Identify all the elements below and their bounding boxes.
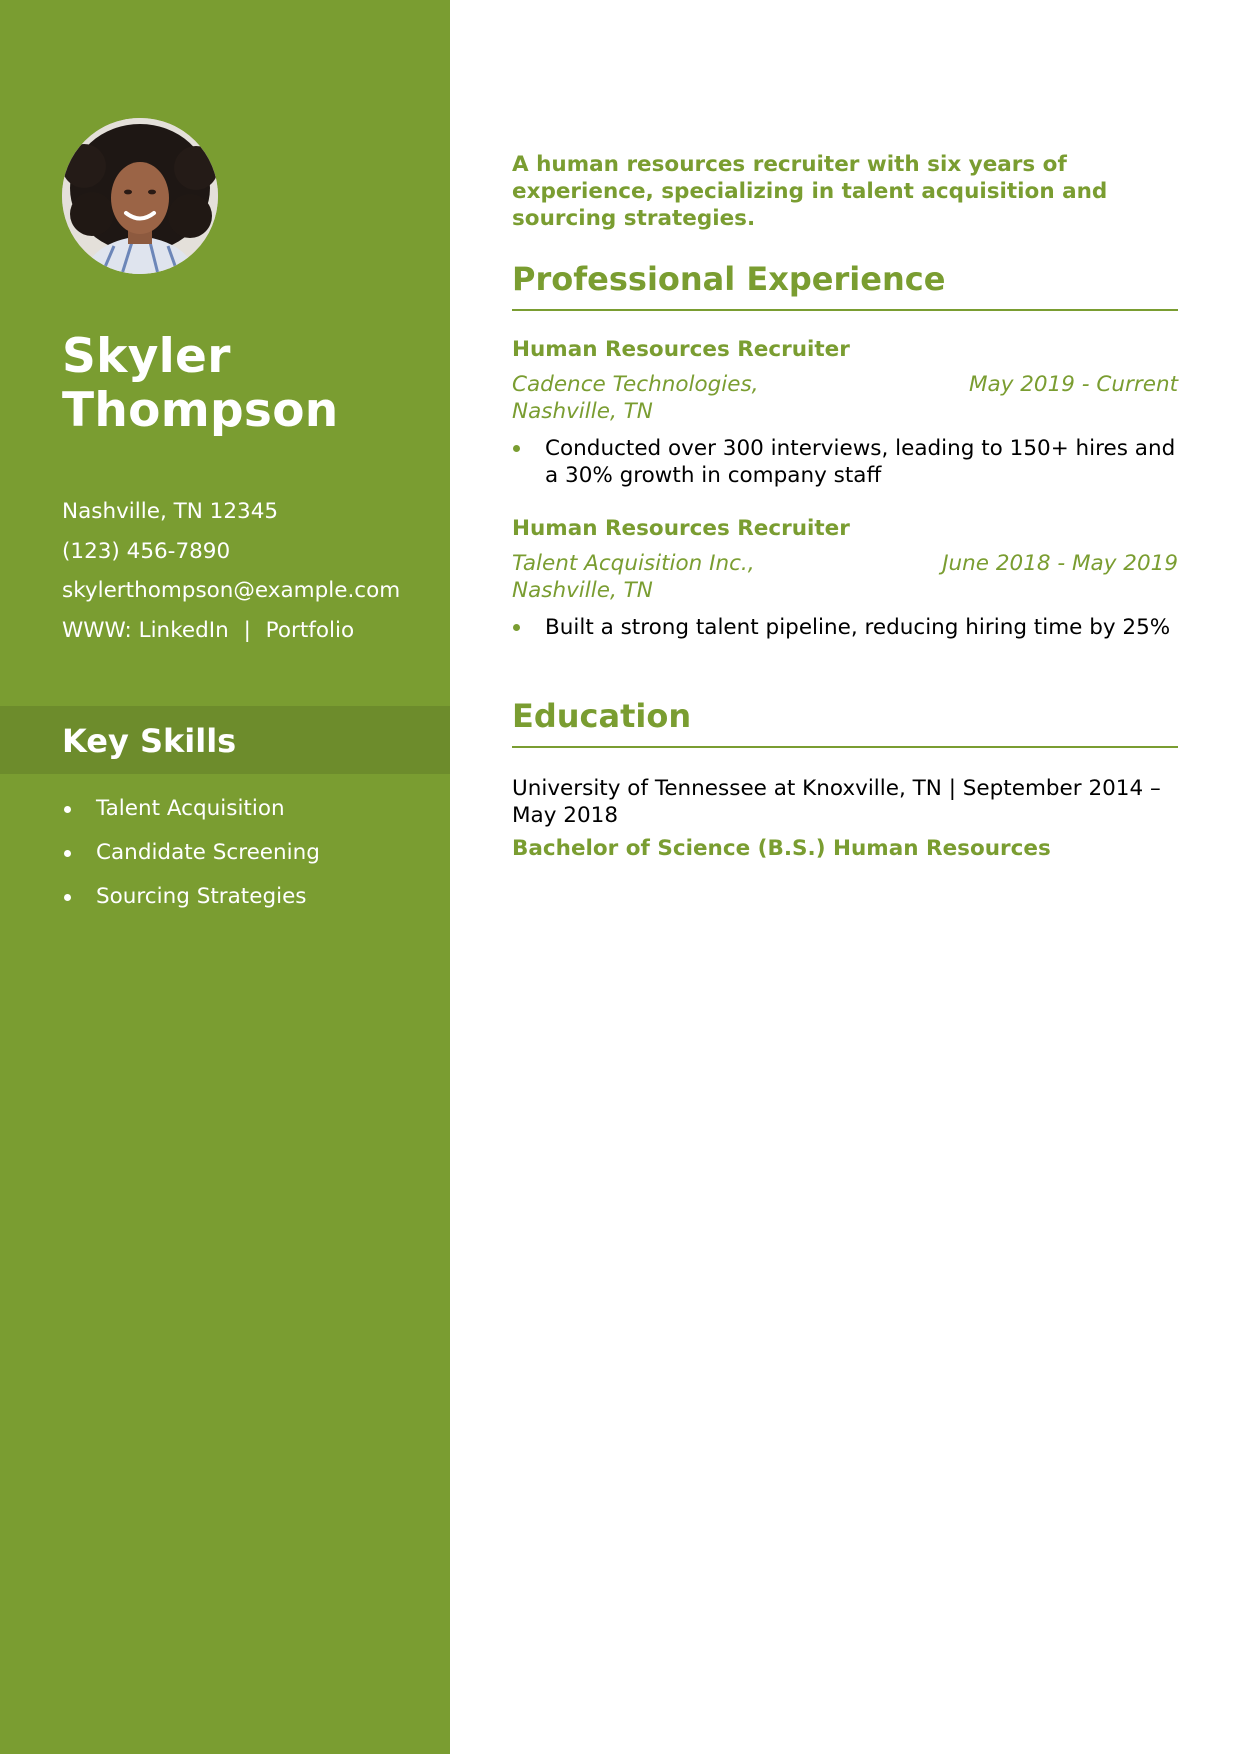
school-line: University of Tennessee at Knoxville, TN | September 2014 – May 2018 bbox=[512, 776, 1161, 828]
phone: (123) 456-7890 bbox=[62, 538, 231, 564]
bullet-icon bbox=[64, 850, 71, 857]
job-bullet bbox=[512, 435, 1178, 489]
job-bullets bbox=[512, 435, 1178, 489]
job-bullet-text: Conducted over 300 interviews, leading to 150+ hires and a 30% growth in company staff bbox=[545, 436, 1176, 488]
skills-header bbox=[0, 706, 450, 774]
summary: A human resources recruiter with six years of experience, specializing in talent acquisition and sourcing strategies. bbox=[512, 152, 1108, 231]
job-company: Talent Acquisition Inc., Nashville, TN bbox=[512, 551, 755, 603]
job-dates: June 2018 - May 2019 bbox=[942, 551, 1178, 576]
bullet-icon bbox=[64, 806, 71, 813]
portfolio-link[interactable]: Portfolio bbox=[265, 617, 355, 643]
skills-heading: Key Skills bbox=[62, 722, 237, 760]
job-bullet bbox=[512, 614, 1178, 641]
contact-info bbox=[62, 492, 442, 650]
bullet-icon bbox=[513, 445, 520, 452]
skills-list bbox=[62, 796, 320, 928]
job-title: Human Resources Recruiter bbox=[512, 516, 850, 541]
skill-item bbox=[62, 884, 320, 910]
job-meta bbox=[512, 550, 1178, 604]
link-separator: | bbox=[243, 617, 251, 643]
email-link[interactable]: skylerthompson@example.com bbox=[62, 578, 401, 603]
education-heading: Education bbox=[512, 697, 1178, 748]
job-entry bbox=[512, 337, 1178, 489]
person-portrait-icon bbox=[62, 118, 218, 274]
job-dates: May 2019 - Current bbox=[968, 372, 1178, 397]
job-entry bbox=[512, 516, 1178, 641]
bullet-icon bbox=[64, 894, 71, 901]
bullet-icon bbox=[513, 624, 520, 631]
experience-heading: Professional Experience bbox=[512, 260, 1178, 311]
job-bullets bbox=[512, 614, 1178, 641]
skill-item bbox=[62, 840, 320, 866]
job-bullet-text: Built a strong talent pipeline, reducing hiring time by 25% bbox=[545, 615, 1171, 640]
sidebar bbox=[0, 0, 450, 1754]
last-name: Thompson bbox=[62, 383, 339, 438]
first-name: Skyler bbox=[62, 329, 231, 384]
linkedin-link[interactable]: LinkedIn bbox=[138, 617, 229, 643]
web-links bbox=[62, 611, 442, 651]
skill-label: Candidate Screening bbox=[96, 840, 320, 865]
job-meta bbox=[512, 371, 1178, 425]
degree: Bachelor of Science (B.S.) Human Resources bbox=[512, 836, 1051, 861]
education-entry bbox=[512, 775, 1178, 862]
profile-photo bbox=[62, 118, 218, 274]
skill-label: Talent Acquisition bbox=[96, 796, 285, 821]
job-company: Cadence Technologies, Nashville, TN bbox=[512, 372, 759, 424]
candidate-name bbox=[62, 330, 432, 438]
skill-item bbox=[62, 796, 320, 822]
address: Nashville, TN 12345 bbox=[62, 499, 279, 524]
job-title: Human Resources Recruiter bbox=[512, 337, 850, 362]
skill-label: Sourcing Strategies bbox=[96, 884, 307, 909]
web-prefix: WWW: bbox=[62, 617, 132, 643]
